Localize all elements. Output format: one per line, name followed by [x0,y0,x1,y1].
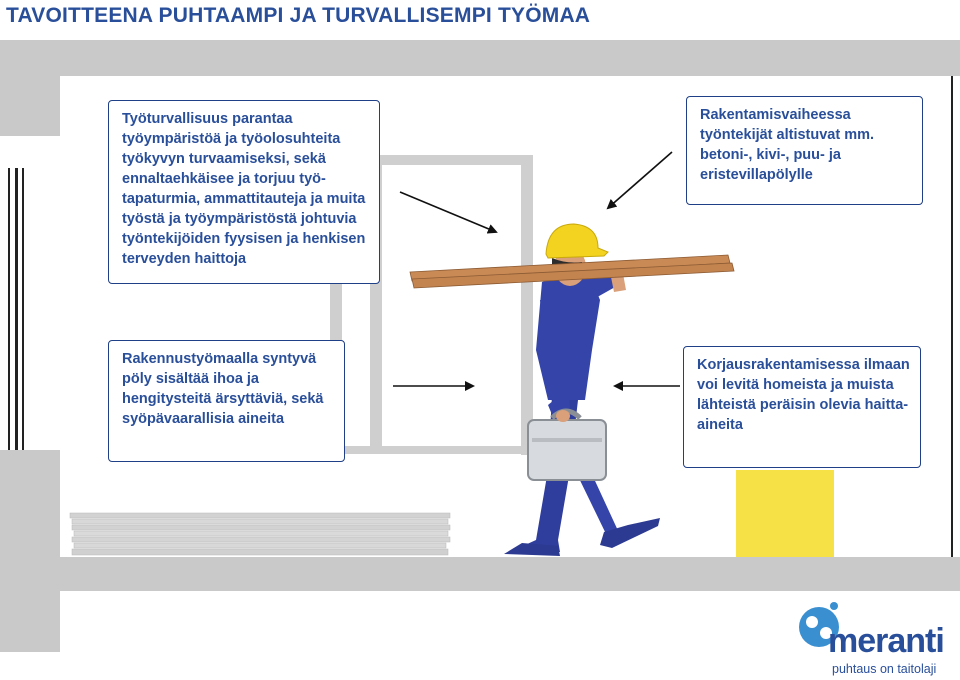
logo-wordmark: meranti [828,622,944,660]
floor-slab [0,557,960,591]
callout-construction-dust-exposure-text: Rakentamisvaiheessa työntekijät altistuvat mm. betoni-, kivi-, puu- ja eristevillapölylle [700,107,875,183]
hard-hat [546,224,608,258]
ceiling-slab [0,40,960,76]
callout-construction-dust-exposure [686,96,923,205]
callout-renovation-contaminants-text: Korjausrakentamisessa ilmaan voi levitä homeista ja muista lähteistä peräisin olevia haitta-aineita [697,357,910,433]
toolbox [528,411,606,480]
callout-dust-hazards-text: Rakennustyömaalla syntyvä pöly sisältää ihoa ja hengitysteitä ärsyttäviä, sekä syöpävaarallisia aineita [122,351,324,427]
left-wall-upper [0,40,60,136]
callout-occupational-safety-text: Työturvallisuus parantaa työympäristöä ja työolosuhteita työkyvyn turvaamiseksi, sekä ennaltaehkäisee ja torjuu työ-tapaturmia, ammattitauteja ja muita työstä ja työympäristöstä johtuvia työntekijöiden fyysisen ja henkisen terveyden haittoja [122,111,366,267]
yellow-bucket [736,470,834,557]
callout-dust-hazards [108,340,345,462]
logo-tagline: puhtaus on taitolaji [832,662,937,676]
left-wall-lower [0,450,60,652]
callout-occupational-safety [108,100,380,284]
arrow-top-right [608,152,672,208]
callout-renovation-contaminants [683,346,921,468]
arrow-top-left [400,192,496,232]
page-title: TAVOITTEENA PUHTAAMPI JA TURVALLISEMPI TYÖMAA [6,4,591,27]
wall-pipes [8,168,24,450]
floor-board-stack [70,513,450,555]
